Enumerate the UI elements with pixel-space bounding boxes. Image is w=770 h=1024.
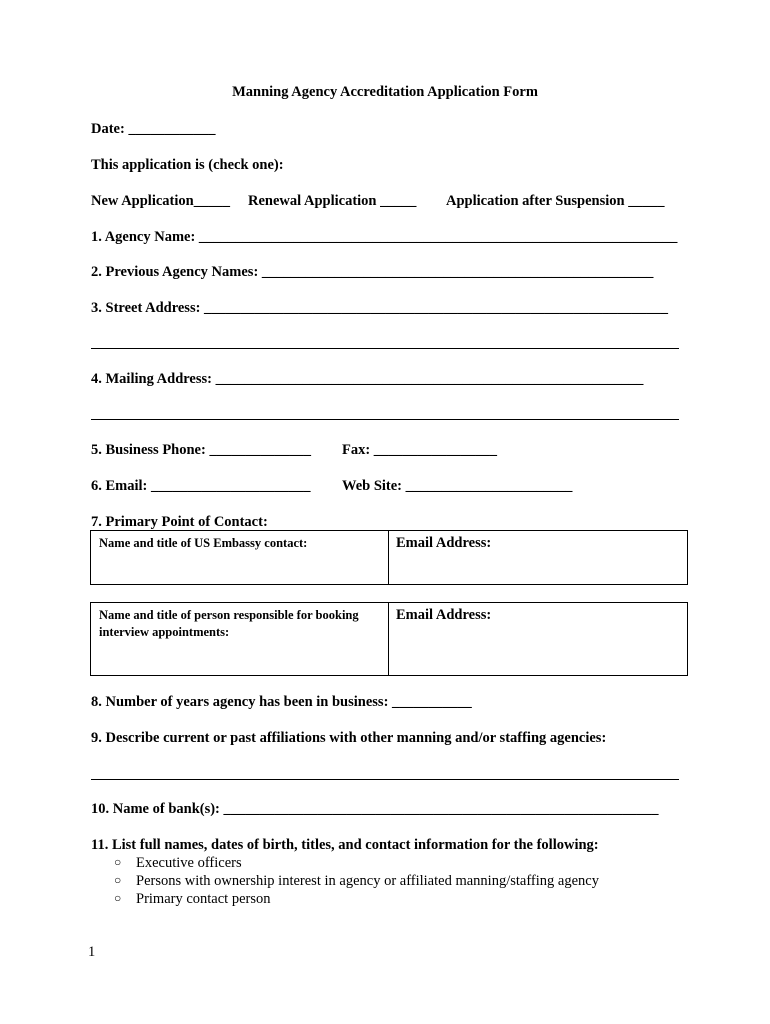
option-application-after-suspension[interactable]: Application after Suspension _____	[446, 193, 665, 209]
booking-contact-table	[90, 602, 688, 676]
primary-contact-label: 7. Primary Point of Contact:	[91, 514, 268, 530]
years-in-business-field[interactable]: 8. Number of years agency has been in business: ___________	[91, 694, 472, 710]
booking-contact-email-cell[interactable]: Email Address:	[396, 607, 492, 623]
option-new-application[interactable]: New Application_____	[91, 193, 230, 209]
date-field[interactable]: Date: ____________	[91, 121, 216, 137]
mailing-address-continuation-line[interactable]	[91, 419, 679, 420]
bullet-primary-contact: Primary contact person	[136, 891, 271, 907]
fax-field[interactable]: Fax: _________________	[342, 442, 498, 458]
list-instructions-label: 11. List full names, dates of birth, titles, and contact information for the following:	[91, 837, 599, 853]
web-site-field[interactable]: Web Site: _______________________	[342, 478, 573, 494]
bullet-executive-officers: Executive officers	[136, 855, 242, 871]
affiliations-label: 9. Describe current or past affiliations with other manning and/or staffing agencies:	[91, 730, 607, 746]
table-divider	[388, 531, 389, 584]
circle-bullet-icon: ○	[114, 855, 122, 869]
option-renewal-application[interactable]: Renewal Application _____	[248, 193, 417, 209]
booking-contact-name-cell[interactable]: Name and title of person responsible for booking interview appointments:	[99, 608, 359, 639]
business-phone-field[interactable]: 5. Business Phone: ______________	[91, 442, 311, 458]
agency-name-field[interactable]: 1. Agency Name: __________________________________________________________________	[91, 229, 678, 245]
embassy-contact-table	[90, 530, 688, 585]
street-address-field[interactable]: 3. Street Address: ________________________________________________________________	[91, 300, 669, 316]
bank-names-field[interactable]: 10. Name of bank(s): ____________________________________________________________	[91, 801, 659, 817]
circle-bullet-icon: ○	[114, 873, 122, 887]
street-address-continuation-line[interactable]	[91, 348, 679, 349]
email-field[interactable]: 6. Email: ______________________	[91, 478, 311, 494]
form-title: Manning Agency Accreditation Application Form	[232, 84, 538, 100]
circle-bullet-icon: ○	[114, 891, 122, 905]
embassy-contact-name-cell[interactable]: Name and title of US Embassy contact:	[99, 536, 308, 550]
page-number: 1	[88, 944, 96, 960]
mailing-address-field[interactable]: 4. Mailing Address: ___________________________________________________________	[91, 371, 644, 387]
affiliations-answer-line[interactable]	[91, 779, 679, 780]
check-one-label: This application is (check one):	[91, 157, 284, 173]
table-divider	[388, 603, 389, 675]
bullet-ownership-interest: Persons with ownership interest in agency or affiliated manning/staffing agency	[136, 873, 599, 889]
previous-agency-names-field[interactable]: 2. Previous Agency Names: ______________________________________________________	[91, 264, 654, 280]
embassy-contact-email-cell[interactable]: Email Address:	[396, 535, 492, 551]
